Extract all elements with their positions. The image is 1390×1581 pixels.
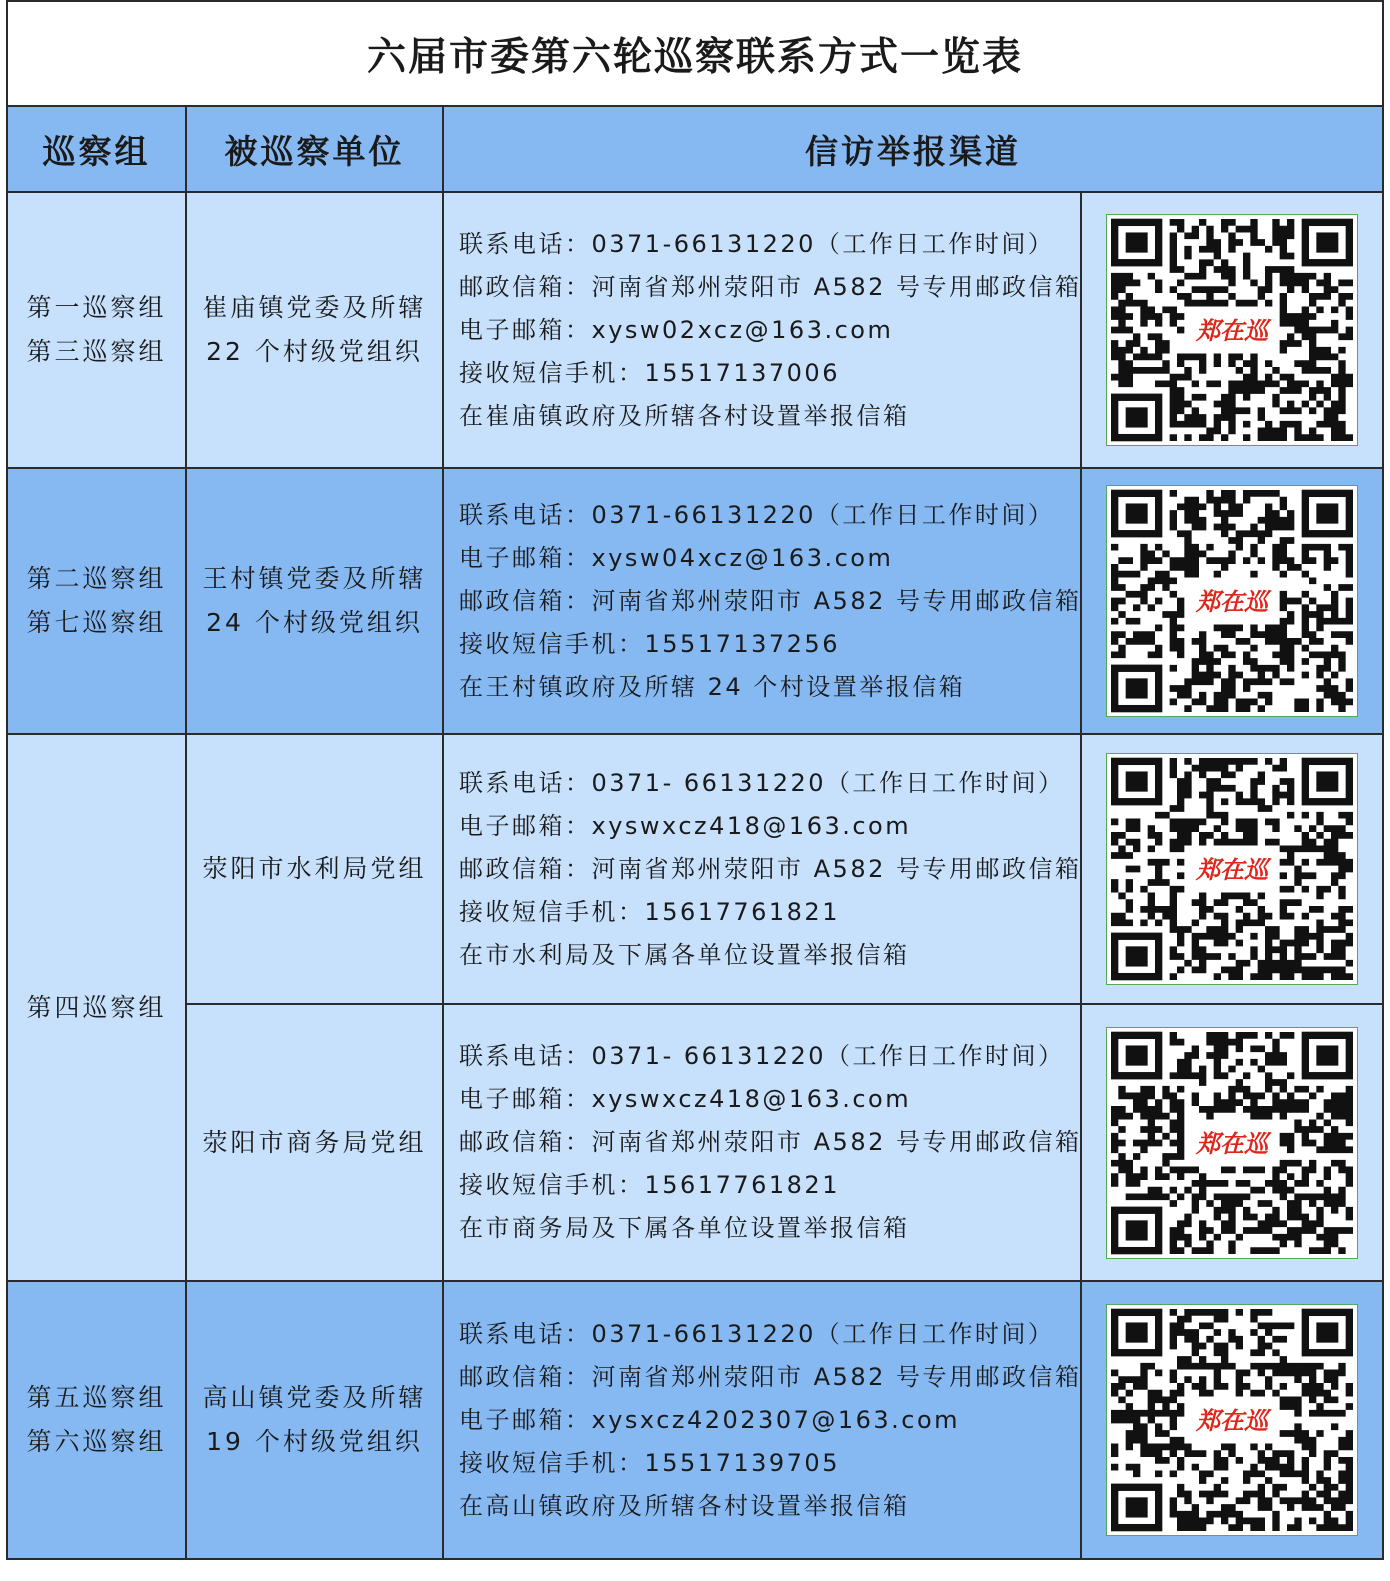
group-name: 第五巡察组 (26, 1383, 167, 1412)
qr-cell (1081, 192, 1383, 468)
qr-finder-pattern (1115, 1487, 1159, 1527)
unit-name: 24 个村级党组织 (206, 608, 423, 637)
channel-sms: 接收短信手机：15517137256 (459, 629, 840, 658)
qr-cell (1081, 734, 1383, 1004)
channel-cell (443, 1004, 1081, 1281)
group-name: 第四巡察组 (26, 992, 167, 1022)
qr-cell (1081, 1281, 1383, 1559)
group-cell (7, 734, 186, 1281)
channel-email[interactable]: 电子邮箱：xysw04xcz@163.com (459, 543, 894, 572)
channel-sms: 接收短信手机：15617761821 (459, 1171, 840, 1199)
qr-brand-logo: 郑在巡 (1196, 1129, 1268, 1158)
qr-brand-logo: 郑在巡 (1196, 588, 1268, 616)
channel-sms: 接收短信手机：15517139705 (459, 1448, 840, 1477)
channel-email[interactable]: 电子邮箱：xysw02xcz@163.com (459, 315, 894, 344)
unit-name: 崔庙镇党委及所辖 (202, 293, 427, 322)
unit-name: 荥阳市商务局党组 (202, 1127, 427, 1157)
qr-cell (1081, 1004, 1383, 1281)
qr-finder-pattern (1305, 222, 1349, 262)
qr-finder-pattern (1115, 761, 1159, 801)
channel-phone: 联系电话：0371-66131220（工作日工作时间） (459, 1319, 1055, 1348)
qr-finder-pattern (1305, 1035, 1349, 1075)
group-cell (7, 1281, 186, 1559)
channel-mailbox-note: 在市水利局及下属各单位设置举报信箱 (459, 940, 910, 969)
unit-name: 22 个村级党组织 (206, 337, 423, 366)
channel-email[interactable]: 电子邮箱：xyswxcz418@163.com (459, 1085, 912, 1113)
channel-sms: 接收短信手机：15517137006 (459, 358, 840, 387)
qr-code-image[interactable] (1106, 753, 1358, 985)
unit-cell (186, 192, 443, 468)
channel-postbox: 邮政信箱：河南省郑州荥阳市 A582 号专用邮政信箱 (459, 586, 1082, 615)
qr-finder-pattern (1115, 397, 1159, 437)
channel-phone: 联系电话：0371- 66131220（工作日工作时间） (459, 1042, 1065, 1070)
qr-finder-pattern (1305, 1312, 1349, 1352)
qr-finder-pattern (1305, 761, 1349, 801)
table-row (7, 192, 1383, 468)
group-name: 第六巡察组 (26, 1427, 167, 1456)
header-unit: 被巡察单位 (186, 106, 443, 192)
unit-cell (186, 734, 443, 1004)
qr-brand-logo: 郑在巡 (1196, 1407, 1268, 1435)
channel-phone: 联系电话：0371- 66131220（工作日工作时间） (459, 768, 1065, 797)
table-row (7, 734, 1383, 1004)
unit-name: 王村镇党委及所辖 (202, 564, 427, 593)
channel-postbox: 邮政信箱：河南省郑州荥阳市 A582 号专用邮政信箱 (459, 854, 1082, 883)
channel-mailbox-note: 在高山镇政府及所辖各村设置举报信箱 (459, 1491, 910, 1520)
channel-postbox: 邮政信箱：河南省郑州荥阳市 A582 号专用邮政信箱 (459, 1362, 1082, 1391)
header-channel: 信访举报渠道 (443, 106, 1383, 192)
channel-cell (443, 1281, 1081, 1559)
qr-code-image[interactable] (1106, 1027, 1358, 1259)
qr-finder-pattern (1115, 936, 1159, 976)
qr-finder-pattern (1115, 1035, 1159, 1075)
unit-name: 荥阳市水利局党组 (202, 854, 427, 883)
qr-finder-pattern (1115, 493, 1159, 533)
channel-cell (443, 192, 1081, 468)
group-name: 第一巡察组 (26, 293, 167, 322)
channel-postbox: 邮政信箱：河南省郑州荥阳市 A582 号专用邮政信箱 (459, 272, 1082, 301)
channel-mailbox-note: 在市商务局及下属各单位设置举报信箱 (459, 1214, 910, 1242)
qr-finder-pattern (1115, 1210, 1159, 1250)
qr-finder-pattern (1115, 222, 1159, 262)
channel-sms: 接收短信手机：15617761821 (459, 897, 840, 926)
qr-code-image[interactable] (1106, 214, 1358, 446)
channel-email[interactable]: 电子邮箱：xyswxcz418@163.com (459, 811, 912, 840)
channel-mailbox-note: 在崔庙镇政府及所辖各村设置举报信箱 (459, 401, 910, 430)
qr-brand-logo: 郑在巡 (1196, 317, 1268, 345)
qr-finder-pattern (1115, 668, 1159, 708)
qr-code-image[interactable] (1106, 485, 1358, 717)
group-name: 第七巡察组 (26, 608, 167, 637)
unit-cell (186, 1281, 443, 1559)
unit-cell (186, 1004, 443, 1281)
channel-cell (443, 468, 1081, 734)
channel-phone: 联系电话：0371-66131220（工作日工作时间） (459, 500, 1055, 529)
channel-email[interactable]: 电子邮箱：xysxcz4202307@163.com (459, 1405, 961, 1434)
contact-table (6, 0, 1384, 1560)
table-row (7, 1004, 1383, 1281)
group-cell (7, 192, 186, 468)
channel-postbox: 邮政信箱：河南省郑州荥阳市 A582 号专用邮政信箱 (459, 1128, 1082, 1156)
channel-mailbox-note: 在王村镇政府及所辖 24 个村设置举报信箱 (459, 672, 966, 701)
header-group: 巡察组 (7, 106, 186, 192)
table-row (7, 1281, 1383, 1559)
group-name: 第二巡察组 (26, 564, 167, 593)
channel-cell (443, 734, 1081, 1004)
table-title: 六届市委第六轮巡察联系方式一览表 (7, 1, 1383, 106)
group-cell (7, 468, 186, 734)
qr-finder-pattern (1305, 493, 1349, 533)
table-row (7, 468, 1383, 734)
channel-phone: 联系电话：0371-66131220（工作日工作时间） (459, 229, 1055, 258)
qr-finder-pattern (1115, 1312, 1159, 1352)
unit-name: 高山镇党委及所辖 (202, 1383, 427, 1412)
qr-brand-logo: 郑在巡 (1196, 856, 1268, 884)
qr-code-image[interactable] (1106, 1304, 1358, 1536)
group-name: 第三巡察组 (26, 337, 167, 366)
unit-name: 19 个村级党组织 (206, 1427, 423, 1456)
unit-cell (186, 468, 443, 734)
contact-table-frame (6, 0, 1382, 1560)
qr-cell (1081, 468, 1383, 734)
